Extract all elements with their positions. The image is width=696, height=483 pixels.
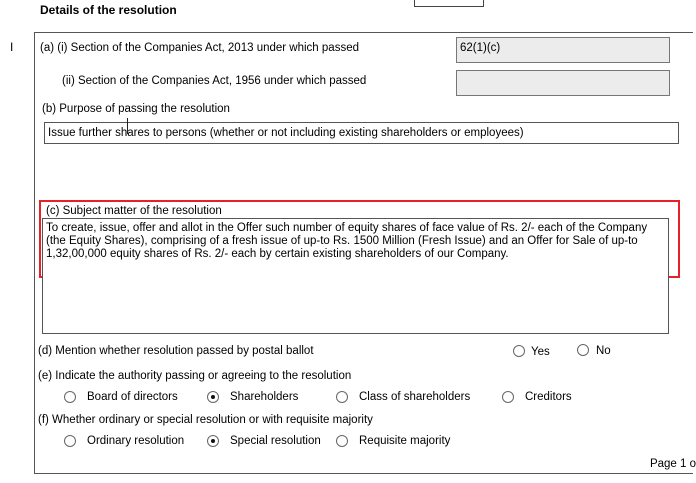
top-partial-box	[414, 0, 484, 7]
resolution-special-label: Special resolution	[230, 435, 321, 447]
subject-matter-field[interactable]	[42, 218, 669, 334]
text-cursor-icon	[127, 118, 134, 134]
section-2013-value: 62(1)(c)	[460, 42, 501, 54]
authority-board-radio[interactable]	[64, 391, 76, 403]
resolution-ordinary-label: Ordinary resolution	[87, 435, 185, 447]
authority-creditors-radio[interactable]	[502, 391, 514, 403]
postal-ballot-label: (d) Mention whether resolution passed by postal ballot	[38, 345, 314, 357]
purpose-value: Issue further shares to persons (whether or not including existing shareholders or employees)	[48, 127, 524, 139]
section-heading: Details of the resolution	[40, 3, 177, 17]
section-2013-label: (a) (i) Section of the Companies Act, 2013 under which passed	[40, 42, 359, 54]
resolution-type-label: (f) Whether ordinary or special resolution or with requisite majority	[38, 414, 373, 426]
resolution-requisite-label: Requisite majority	[359, 435, 451, 447]
postal-ballot-yes-label: Yes	[531, 346, 550, 358]
resolution-requisite-radio[interactable]	[336, 435, 348, 447]
subject-matter-value: To create, issue, offer and allot in the Offer such number of equity shares of face value of Rs. 2/- each of the Company (the Equity Shares), comprising of a fresh issue of up-to Rs. 1500 Million (Fresh Issue) and an Offer for Sale of up-to 1,32,00,000 equity shares of Rs. 2/- each by certain existing shareholders of our Company.	[46, 222, 648, 260]
authority-label: (e) Indicate the authority passing or agreeing to the resolution	[38, 370, 352, 382]
resolution-ordinary-radio[interactable]	[64, 435, 76, 447]
purpose-label: (b) Purpose of passing the resolution	[42, 103, 230, 115]
postal-ballot-no-radio[interactable]	[577, 344, 589, 356]
authority-class-label: Class of shareholders	[359, 391, 471, 403]
postal-ballot-yes-radio[interactable]	[513, 345, 525, 357]
section-1956-value	[457, 71, 669, 79]
authority-board-label: Board of directors	[87, 391, 178, 403]
authority-shareholders-radio[interactable]	[207, 391, 219, 403]
postal-ballot-no-label: No	[596, 345, 611, 357]
page-number: Page 1 o	[649, 458, 696, 470]
purpose-field[interactable]	[44, 122, 679, 144]
authority-class-radio[interactable]	[336, 391, 348, 403]
section-marker: I	[10, 40, 14, 54]
resolution-special-radio[interactable]	[207, 435, 219, 447]
section-1956-field[interactable]	[456, 70, 670, 96]
section-1956-label: (ii) Section of the Companies Act, 1956 under which passed	[62, 75, 367, 87]
authority-shareholders-label: Shareholders	[230, 391, 299, 403]
subject-matter-label: (c) Subject matter of the resolution	[46, 205, 222, 217]
authority-creditors-label: Creditors	[525, 391, 572, 403]
section-2013-field[interactable]	[456, 37, 670, 63]
